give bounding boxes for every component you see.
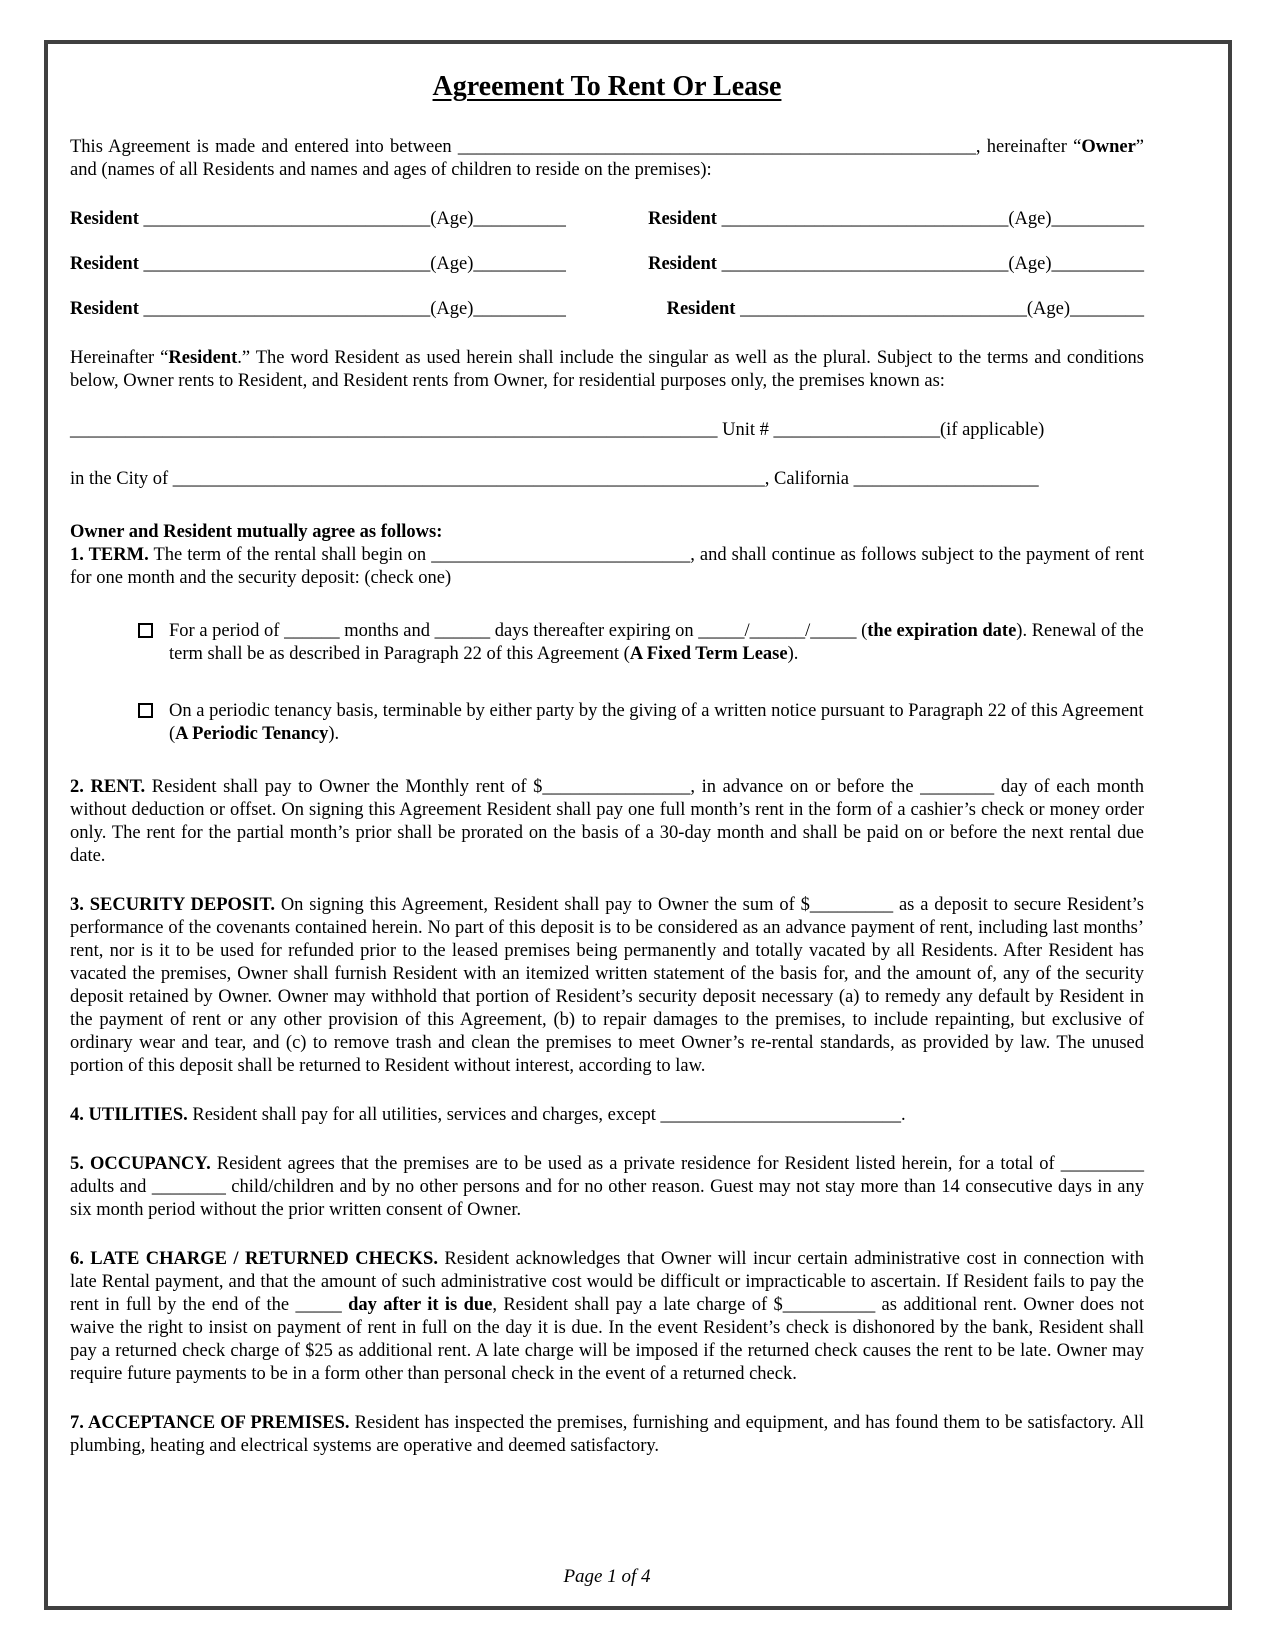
resident-label: Resident bbox=[70, 209, 139, 229]
section-3-security-deposit bbox=[70, 894, 1144, 1078]
fixed-term-text bbox=[169, 620, 1144, 666]
intro-after: ” and (names of all Residents and names and ages of children to reside on the premises): bbox=[70, 137, 1144, 180]
section-5-text: Resident agrees that the premises are to be used as a private residence for Resident listed herein, for a total of _________ adults and ________ child/children and by no other persons and for no other reason. Guest may not stay more than 14 consecutive days in any six month period without the prior written consent of Owner. bbox=[70, 1154, 1145, 1220]
section-6-text-1: Resident acknowledges that Owner will incur certain administrative cost in connection with late Rental payment, and that the amount of such administrative cost would be difficult or impracticable to ascertain. If Resident fails to pay the rent in full by the end of the _____ bbox=[70, 1249, 1144, 1315]
resident-label: Resident bbox=[70, 254, 139, 274]
resident-field-left bbox=[70, 298, 566, 321]
section-1-label: 1. TERM. bbox=[70, 545, 149, 565]
section-5-label: 5. OCCUPANCY. bbox=[70, 1154, 211, 1174]
intro-paragraph bbox=[70, 136, 1144, 182]
section-6-late-charge bbox=[70, 1248, 1144, 1386]
periodic-tenancy-text-1: On a periodic tenancy basis, terminable by either party by the giving of a written notice pursuant to Paragraph 22 of this Agreement ( bbox=[169, 701, 1144, 744]
periodic-tenancy-text bbox=[169, 700, 1144, 746]
resident-row bbox=[70, 298, 1144, 321]
resident-row bbox=[70, 253, 1144, 276]
resident-field-left bbox=[70, 208, 566, 231]
section-4-utilities bbox=[70, 1104, 1144, 1127]
resident-field-right bbox=[648, 208, 1144, 231]
section-4-text: Resident shall pay for all utilities, services and charges, except __________________________. bbox=[187, 1105, 906, 1125]
resident-label: Resident bbox=[666, 299, 736, 319]
resident-blank-line: _______________________________(Age)__________ bbox=[143, 209, 566, 229]
document-page bbox=[44, 40, 1232, 1610]
resident-blank-line: _______________________________(Age)__________ bbox=[721, 254, 1144, 274]
resident-row bbox=[70, 208, 1144, 231]
resident-term: Resident bbox=[168, 348, 238, 368]
resident-field-right bbox=[648, 253, 1144, 276]
periodic-tenancy-term: A Periodic Tenancy bbox=[175, 724, 329, 744]
periodic-tenancy-text-2: ). bbox=[328, 724, 340, 744]
page-number: Page 1 of 4 bbox=[563, 1566, 651, 1587]
resident-label: Resident bbox=[648, 209, 717, 229]
resident-field-right bbox=[667, 298, 1144, 321]
fixed-term-lease-term: A Fixed Term Lease bbox=[629, 644, 788, 664]
section-2-text: Resident shall pay to Owner the Monthly rent of $________________, in advance on or before the ________ day of each month without deduction or offset. On signing this Agreement Resident shall pay one full month’s rent in the form of a cashier’s check or money order only. The rent for the partial month’s prior shall be prorated on the basis of a 30-day month and shall be paid on or before the next rental due date. bbox=[70, 777, 1145, 866]
fixed-term-text-2: ). Renewal of the term shall be as described in Paragraph 22 of this Agreement ( bbox=[169, 621, 1144, 664]
section-2-label: 2. RENT. bbox=[70, 777, 146, 797]
hereinafter-after: .” The word Resident as used herein shall include the singular as well as the plural. Subject to the terms and conditions below, Owner rents to Resident, and Resident rents from Owner, for residential purposes only, the premises known as: bbox=[70, 348, 1144, 391]
section-3-label: 3. SECURITY DEPOSIT. bbox=[70, 895, 275, 915]
section-5-occupancy bbox=[70, 1153, 1144, 1222]
resident-blank-line: _______________________________(Age)__________ bbox=[721, 209, 1144, 229]
resident-label: Resident bbox=[70, 299, 139, 319]
fixed-term-text-1: For a period of ______ months and ______ days thereafter expiring on _____/______/_____ ( bbox=[169, 621, 868, 641]
resident-blank-line: _______________________________(Age)__________ bbox=[143, 254, 566, 274]
intro-before: This Agreement is made and entered into between ________________________________________________________, hereinafter “ bbox=[70, 137, 1082, 157]
section-2-rent bbox=[70, 776, 1144, 868]
city-line: in the City of ________________________________________________________________, California ____________________ bbox=[70, 469, 1039, 489]
section-1-text: The term of the rental shall begin on ____________________________, and shall continue as follows subject to the payment of rent for one month and the security deposit: (check one) bbox=[70, 545, 1145, 588]
section-4-label: 4. UTILITIES. bbox=[70, 1105, 188, 1125]
section-7-text: Resident has inspected the premises, furnishing and equipment, and has found them to be satisfactory. All plumbing, heating and electrical systems are operative and deemed satisfactory. bbox=[70, 1413, 1144, 1456]
mutual-agreement-heading bbox=[70, 521, 1144, 544]
section-7-acceptance bbox=[70, 1412, 1144, 1458]
premises-line: ______________________________________________________________________ Unit # __________________(if applicable) bbox=[70, 420, 1045, 440]
hereinafter-before: Hereinafter “ bbox=[70, 348, 169, 368]
resident-blank-line: _______________________________(Age)________ bbox=[740, 299, 1144, 319]
day-after-due-term: day after it is due bbox=[348, 1295, 493, 1315]
resident-blank-line: _______________________________(Age)__________ bbox=[143, 299, 566, 319]
section-1-term bbox=[70, 544, 1144, 590]
periodic-tenancy-option bbox=[70, 700, 1144, 746]
fixed-term-option bbox=[70, 620, 1144, 666]
document-title: Agreement To Rent Or Lease bbox=[432, 71, 782, 102]
hereinafter-paragraph bbox=[70, 347, 1144, 393]
fixed-term-checkbox[interactable] bbox=[138, 623, 153, 638]
fixed-term-text-3: ). bbox=[787, 644, 799, 664]
section-6-label: 6. LATE CHARGE / RETURNED CHECKS. bbox=[70, 1249, 438, 1269]
expiration-date-term: the expiration date bbox=[867, 621, 1017, 641]
section-6-text-2: , Resident shall pay a late charge of $__________ as additional rent. Owner does not waive the right to insist on payment of rent in full on the day it is due. In the event Resident’s check is dishonored by the bank, Resident shall pay a returned check charge of $25 as additional rent. A late charge will be imposed if the returned check causes the rent to be late. Owner may require future payments to be in a form other than personal check in the event of a returned check. bbox=[70, 1295, 1144, 1384]
resident-field-left bbox=[70, 253, 566, 276]
resident-fields bbox=[70, 208, 1144, 321]
section-7-label: 7. ACCEPTANCE OF PREMISES. bbox=[70, 1413, 350, 1433]
mutual-agreement-heading-text: Owner and Resident mutually agree as follows: bbox=[70, 522, 443, 542]
owner-term: Owner bbox=[1081, 137, 1136, 157]
periodic-tenancy-checkbox[interactable] bbox=[138, 703, 153, 718]
section-3-text: On signing this Agreement, Resident shall pay to Owner the sum of $_________ as a deposit to secure Resident’s performance of the covenants contained herein. No part of this deposit is to be considered as an advance payment of rent, including last months’ rent, nor is it to be used for refunded prior to the leased premises being permanently and totally vacated by all Residents. After Resident has vacated the premises, Owner shall furnish Resident with an itemized written statement of the basis for, and the amount of, any of the security deposit retained by Owner. Owner may withhold that portion of Resident’s security deposit necessary (a) to remedy any default by Resident in the payment of rent or any other provision of this Agreement, (b) to repair damages to the premises, to include repainting, but exclusive of ordinary wear and tear, and (c) to remove trash and clean the premises to meet Owner’s re-rental standards, as provided by law. The unused portion of this deposit shall be returned to Resident without interest, according to law. bbox=[70, 895, 1144, 1076]
resident-label: Resident bbox=[648, 254, 717, 274]
